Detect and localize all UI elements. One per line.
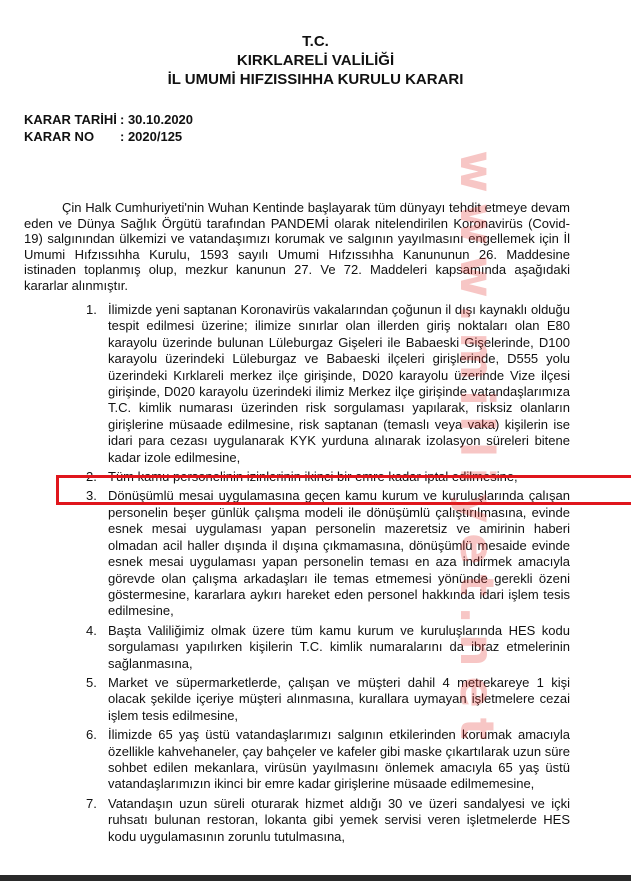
document-header [0,32,631,89]
item-text: Tüm kamu personelinin izinlerinin ikinci bir emre kadar iptal edilmesine, [108,469,518,485]
header-tc: T.C. [302,33,329,50]
item-text: İlimizde yeni saptanan Koronavirüs vakalarından çoğunun il dışı kaynaklı olduğu tespit edilmesi üzerine; ilimize sınırlar olan illerden giriş noktaları olan E80 karayolu üzerinde bulunan Lüleburgaz Gişeleri ile Babaeski Gişelerinde, D100 karayolu üzerindeki Lüleburgaz ve Babaeski ilçeleri girişlerinde, D555 yolu üzerindeki Kırklareli merkez ilçe girişinde, D020 karayolu üzerinde Vize ilçesi girişinde, D020 karayolu üzerindeki ilimiz Merkez ilçe girişinde vatandaşlarımıza T.C. kimlik numarası üzerinden risk sorgulaması yapılarak, risksiz olanların girişlerine müsaade edilmesine, risk saptanan (temaslı veya vaka) kişilerin ise idari para cezası uygulanarak KYK yurduna alınarak izolasyon süreleri bitene kadar izole edilmesine, [108,302,570,465]
item-text: Dönüşümlü mesai uygulamasına geçen kamu kurum ve kuruluşlarında çalışan personelin beşer günlük çalışma modeli ile dönüşümlü çalıştırılmasına, evinde esnek mesai uygulaması yapan personelin mazeretsiz ve amirinin haberi olmadan acil haller dışında il dışına çıkmamasına, dönüşümlü mesaide evinde esnek mesai uygulaması yapan personelin teması en aza indirmek amacıyla görevde olan çalışma arkadaşları ile temas etmemesi yönünde gerekli özeni göstermesine, kararlara aykırı hareket eden personel hakkında idari işlem tesis edilmesine, [108,488,570,619]
decision-number-label: KARAR NO [24,129,95,144]
intro-paragraph: Çin Halk Cumhuriyeti'nin Wuhan Kentinde başlayarak tüm dünyayı tehdit etmeye devam eden ve Dünya Sağlık Örgütü tarafından PANDEMİ olarak nitelendirilen Koronavirüs (Covid-19) salgınından ülkemizi ve vatandaşımızı korumak ve salgının yayılmasını engellemek için İl Umumi Hıfzıssıhha Kurulu, 1593 sayılı Umumi Hıfzıssıhha Kanununun 26. Maddesine istinaden toplanmış olup, mezkur kanunun 27. Ve 72. Maddeleri kapsamında aşağıdaki kararlar alınmıştır. [24,200,570,293]
decision-number-value: : 2020/125 [120,129,183,144]
decision-meta [24,111,193,145]
decision-date-row [24,111,193,128]
item-number: 1. [86,302,97,317]
watermark [452,70,502,830]
decision-date-label: KARAR TARİHİ [24,112,117,127]
item-number: 3. [86,488,97,504]
header-board-decision: İL UMUMİ HIFZISSIHHA KURULU KARARI [167,71,464,88]
highlight-box [56,475,631,505]
item-text: Başta Valiliğimiz olmak üzere tüm kamu kurum ve kuruluşlarında HES kodu sorgulaması yapılırken kişilerin T.C. kimlik numaralarını da ibraz etmelerinin sağlanmasına, [108,622,570,671]
watermark-text: www.milliyet.net [450,150,504,750]
decision-date-value: : 30.10.2020 [120,112,194,127]
item-number: 4. [86,622,97,638]
item-number: 6. [86,727,97,743]
item-text: İlimizde 65 yaş üstü vatandaşlarımızı salgının etkilerinden korumak amacıyla özellikle kahvehaneler, çay bahçeler ve kafeler gibi maske çıkartılarak uzun süre sohbet edilen mekanlara, virüsün yayılmasını önlemek amacıyla 65 yaş üstü vatandaşlarımızın ikinci bir emre kadar girişlerine müsaade edilmemesine, [108,727,570,792]
header-governorship: KIRKLARELİ VALİLİĞİ [236,52,395,69]
bottom-edge-bar [0,875,631,881]
decision-number-row [24,128,193,145]
item-number: 2. [86,469,97,485]
item-number: 7. [86,795,97,811]
item-text: Vatandaşın uzun süreli oturarak hizmet aldığı 30 ve üzeri sandalyesi ve içki ruhsatı bulunan restoran, lokanta gibi yemek servisi veren işletmelerde HES kodu uygulamasının zorunlu tutulmasına, [108,795,570,844]
item-number: 5. [86,674,97,690]
item-text: Market ve süpermarketlerde, çalışan ve müşteri dahil 4 metrekareye 1 kişi olacak şekilde içeriye müşteri alınmasına, kurallara uymayan işletmelere cezai işlem tesis edilmesine, [108,674,570,723]
